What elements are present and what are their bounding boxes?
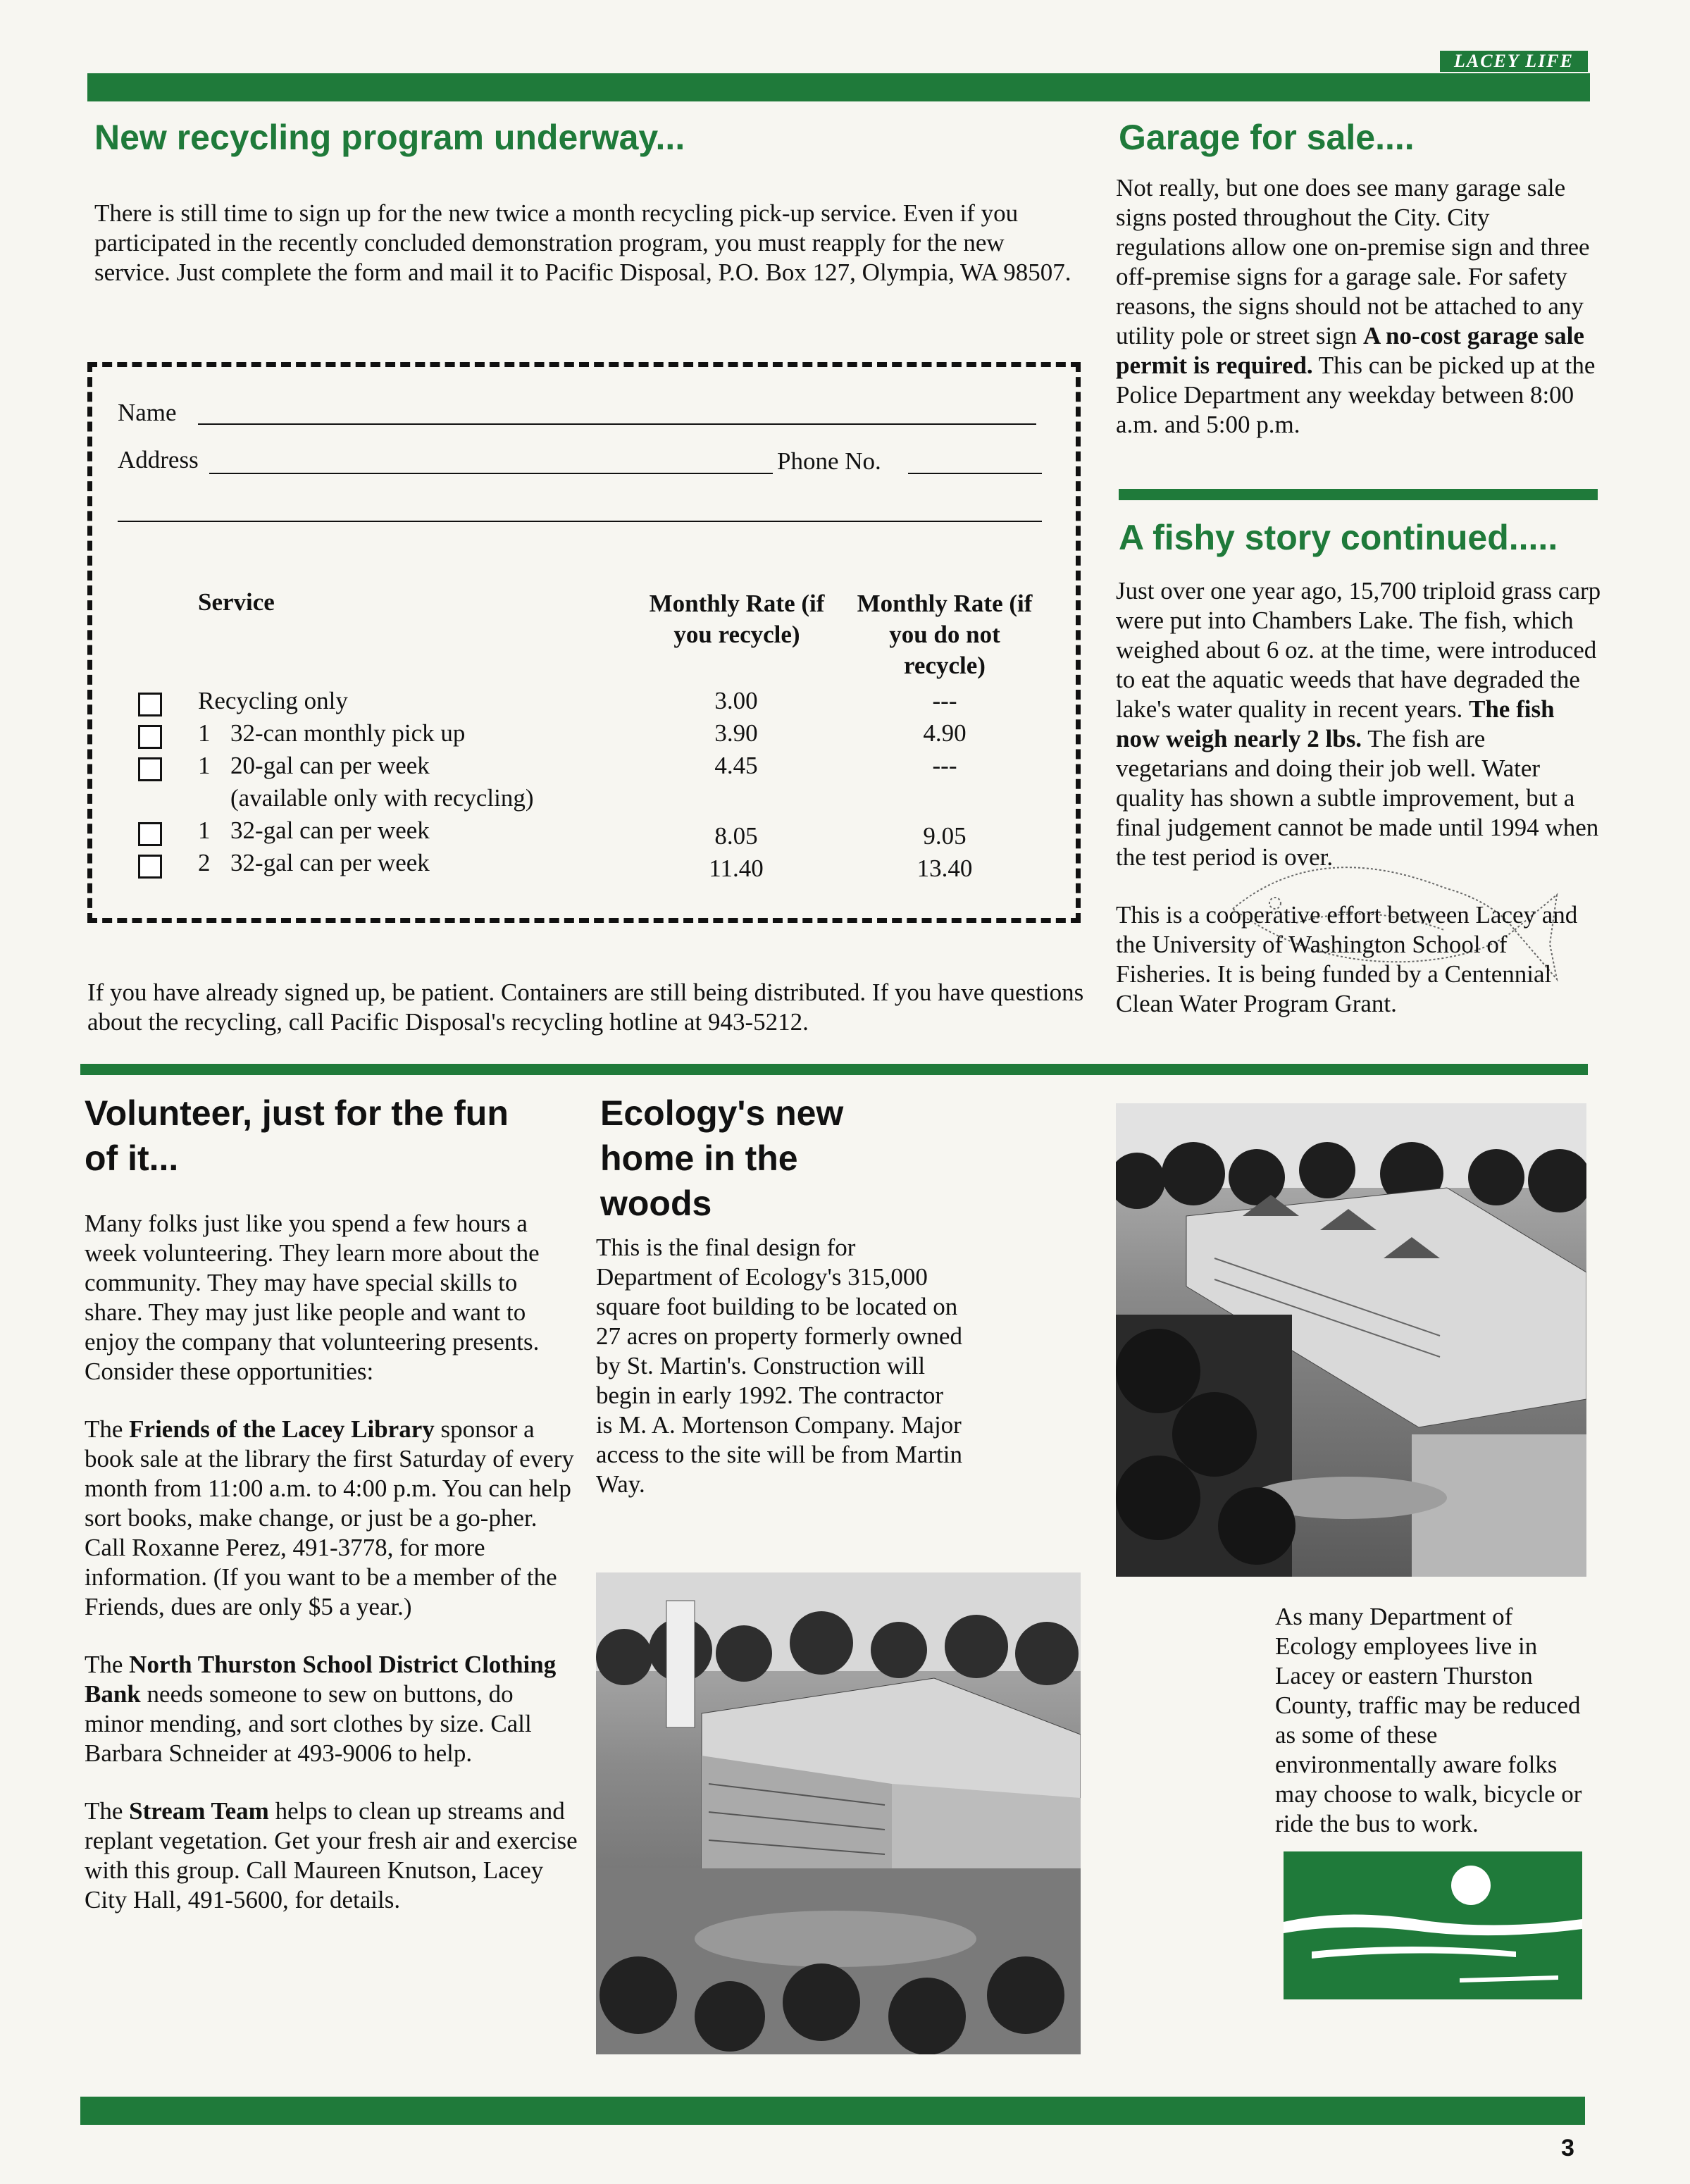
- fishy-paragraph: This is a cooperative effort between Lacey and the University of Washington School of Fisheries. It is being funded by a Centennial Clean Water Program Grant.: [1116, 901, 1578, 1017]
- ecology-text: This is the final design for Department of Ecology's 315,000 square foot building to be located on 27 acres on property formerly owned by St. Martin's. Construction will begin in early 1992. The contractor is M. A. Mortenson Company. Major access to the site will be from Martin Way.: [596, 1234, 962, 1498]
- volunteer-title: Volunteer, just for the fun of it...: [85, 1093, 509, 1178]
- rate-recycle-header: Monthly Rate (if you recycle): [649, 590, 825, 648]
- top-rule: [87, 73, 1590, 101]
- garage-text-a: Not really, but one does see many garage sale signs posted throughout the City. City regulations allow one on-premise sign and three off-premise signs for a garage sale. For safety reasons, the signs should not be attached to any utility pole or street sign: [1116, 174, 1590, 349]
- rate-norecycle: 4.90: [923, 719, 967, 747]
- volunteer-p2-pre: The: [85, 1651, 123, 1678]
- address-line-2[interactable]: [118, 521, 1042, 522]
- volunteer-org: Stream Team: [129, 1797, 269, 1825]
- checkbox-32-can-monthly[interactable]: [138, 725, 162, 749]
- service-note: [230, 784, 534, 817]
- signup-form: [87, 362, 1081, 923]
- building-model-photo: [596, 1572, 1081, 2054]
- service-name: 32-gal can per week: [230, 849, 430, 876]
- building-aerial-drawing: [1116, 1103, 1586, 1577]
- volunteer-p1-pre: The: [85, 1415, 123, 1443]
- rate-recycle: 3.90: [714, 719, 758, 747]
- volunteer-org: North Thurston School District Clothing Bank: [85, 1651, 557, 1708]
- fishy-p1-a: Just over one year ago, 15,700 triploid grass carp were put into Chambers Lake. The fish, which weighed about 6 oz. at the time, were introduced to eat the aquatic weeds that have degraded the lake's water quality in recent years.: [1116, 577, 1601, 723]
- service-row: [198, 719, 465, 752]
- volunteer-p1-text: sponsor a book sale at the library the first Saturday of every month from 11:00 a.m. to 4:00 p.m. You can help sort books, make change, or just be a go-pher. Call Roxanne Perez, 491-3778, for more information. (If you want to be a member of the Friends, dues are only $5 a year.): [85, 1415, 574, 1620]
- building-model-drawing: [596, 1572, 1081, 2054]
- service-row: [198, 817, 430, 849]
- rate-recycle: 8.05: [714, 822, 758, 850]
- garage-rule: [1119, 489, 1598, 500]
- name-field[interactable]: [198, 423, 1036, 425]
- rate-norecycle: 9.05: [923, 822, 967, 850]
- service-row: [198, 687, 348, 719]
- fishy-p1-b: The fish are vegetarians and doing their job well. Water quality has shown a subtle improvement, but a final judgement cannot be made until 1994 when the test period is over.: [1116, 725, 1599, 871]
- service-qty: 1: [198, 719, 211, 747]
- fishy-paragraph: [1116, 576, 1602, 872]
- garage-text: [1116, 173, 1602, 440]
- service-note-text: (available only with recycling): [230, 784, 534, 812]
- service-row: [198, 752, 430, 784]
- service-name: 20-gal can per week: [230, 752, 430, 779]
- address-label: Address: [118, 446, 199, 473]
- ecology-title: Ecology's new home in the woods: [600, 1093, 844, 1223]
- service-name: 32-gal can per week: [230, 817, 430, 844]
- section-rule: [80, 1064, 1588, 1075]
- service-name: Recycling only: [198, 687, 348, 714]
- checkbox-1-32-gal-weekly[interactable]: [138, 822, 162, 846]
- volunteer-p3-pre: The: [85, 1797, 123, 1825]
- rate-norecycle: ---: [932, 687, 957, 714]
- ecology-caption: As many Department of Ecology employees live in Lacey or eastern Thurston County, traffic may be reduced as some of these environmentally aware folks may choose to walk, bicycle or ride the bus to work.: [1275, 1603, 1582, 1837]
- volunteer-text: [85, 1209, 578, 1943]
- volunteer-item: [85, 1415, 578, 1622]
- garage-permit-note: A no-cost garage sale permit is required.: [1116, 322, 1584, 379]
- rate-recycle: 3.00: [714, 687, 758, 714]
- garage-text-b: This can be picked up at the Police Department any weekday between 8:00 a.m. and 5:00 p.m.: [1116, 352, 1596, 438]
- volunteer-item: [85, 1650, 578, 1768]
- building-aerial-photo: [1116, 1103, 1586, 1577]
- checkbox-2-32-gal-weekly[interactable]: [138, 855, 162, 879]
- volunteer-p2-text: needs someone to sew on buttons, do minor mending, and sort clothes by size. Call Barbara Schneider at 493-9006 to help.: [85, 1680, 532, 1767]
- checkbox-20-gal-weekly[interactable]: [138, 757, 162, 781]
- fishy-weight-note: The fish now weigh nearly 2 lbs.: [1116, 695, 1555, 752]
- rate-recycle: 11.40: [709, 855, 764, 882]
- page-number: 3: [1561, 2135, 1574, 2161]
- volunteer-p3-text: helps to clean up streams and replant vegetation. Get your fresh air and exercise with this group. Call Maureen Knutson, Lacey City Hall, 491-5600, for details.: [85, 1797, 578, 1913]
- name-label: Name: [118, 399, 177, 426]
- address-field[interactable]: [209, 473, 773, 474]
- rate-norecycle-header: Monthly Rate (if you do not recycle): [857, 590, 1033, 679]
- fishy-title: A fishy story continued.....: [1119, 518, 1558, 557]
- recycling-intro: There is still time to sign up for the new twice a month recycling pick-up service. Even if you participated in the recently concluded demonstration program, you must reapply for the new service. Just complete the form and mail it to Pacific Disposal, P.O. Box 127, Olympia, WA 98507.: [94, 199, 1071, 286]
- service-row: [198, 849, 430, 881]
- service-name: 32-can monthly pick up: [230, 719, 466, 747]
- volunteer-org: Friends of the Lacey Library: [129, 1415, 435, 1443]
- phone-label: Phone No.: [777, 447, 881, 475]
- recycling-title: New recycling program underway...: [94, 118, 685, 157]
- phone-field[interactable]: [908, 473, 1042, 474]
- rate-recycle: 4.45: [714, 752, 758, 779]
- bottom-rule: [80, 2097, 1585, 2125]
- lacey-life-logo: LACEY LIFE: [1440, 51, 1588, 72]
- rate-norecycle: 13.40: [917, 855, 973, 882]
- volunteer-intro: Many folks just like you spend a few hours a week volunteering. They learn more about the community. They may have special skills to share. They may just like people and want to enjoy the company that volunteering presents. Consider these opportunities:: [85, 1210, 540, 1385]
- recycling-footer: If you have already signed up, be patient. Containers are still being distributed. If you have questions about the recycling, call Pacific Disposal's recycling hotline at 943-5212.: [87, 979, 1084, 1036]
- volunteer-item: [85, 1797, 578, 1915]
- sun-water-logo: [1284, 1851, 1582, 1999]
- service-qty: 2: [198, 849, 211, 876]
- service-qty: 1: [198, 817, 211, 844]
- checkbox-recycling-only[interactable]: [138, 693, 162, 716]
- garage-title: Garage for sale....: [1119, 118, 1415, 157]
- rate-norecycle: ---: [932, 752, 957, 779]
- service-qty: 1: [198, 752, 211, 779]
- fishy-text: [1116, 576, 1602, 1047]
- service-header: Service: [198, 588, 275, 616]
